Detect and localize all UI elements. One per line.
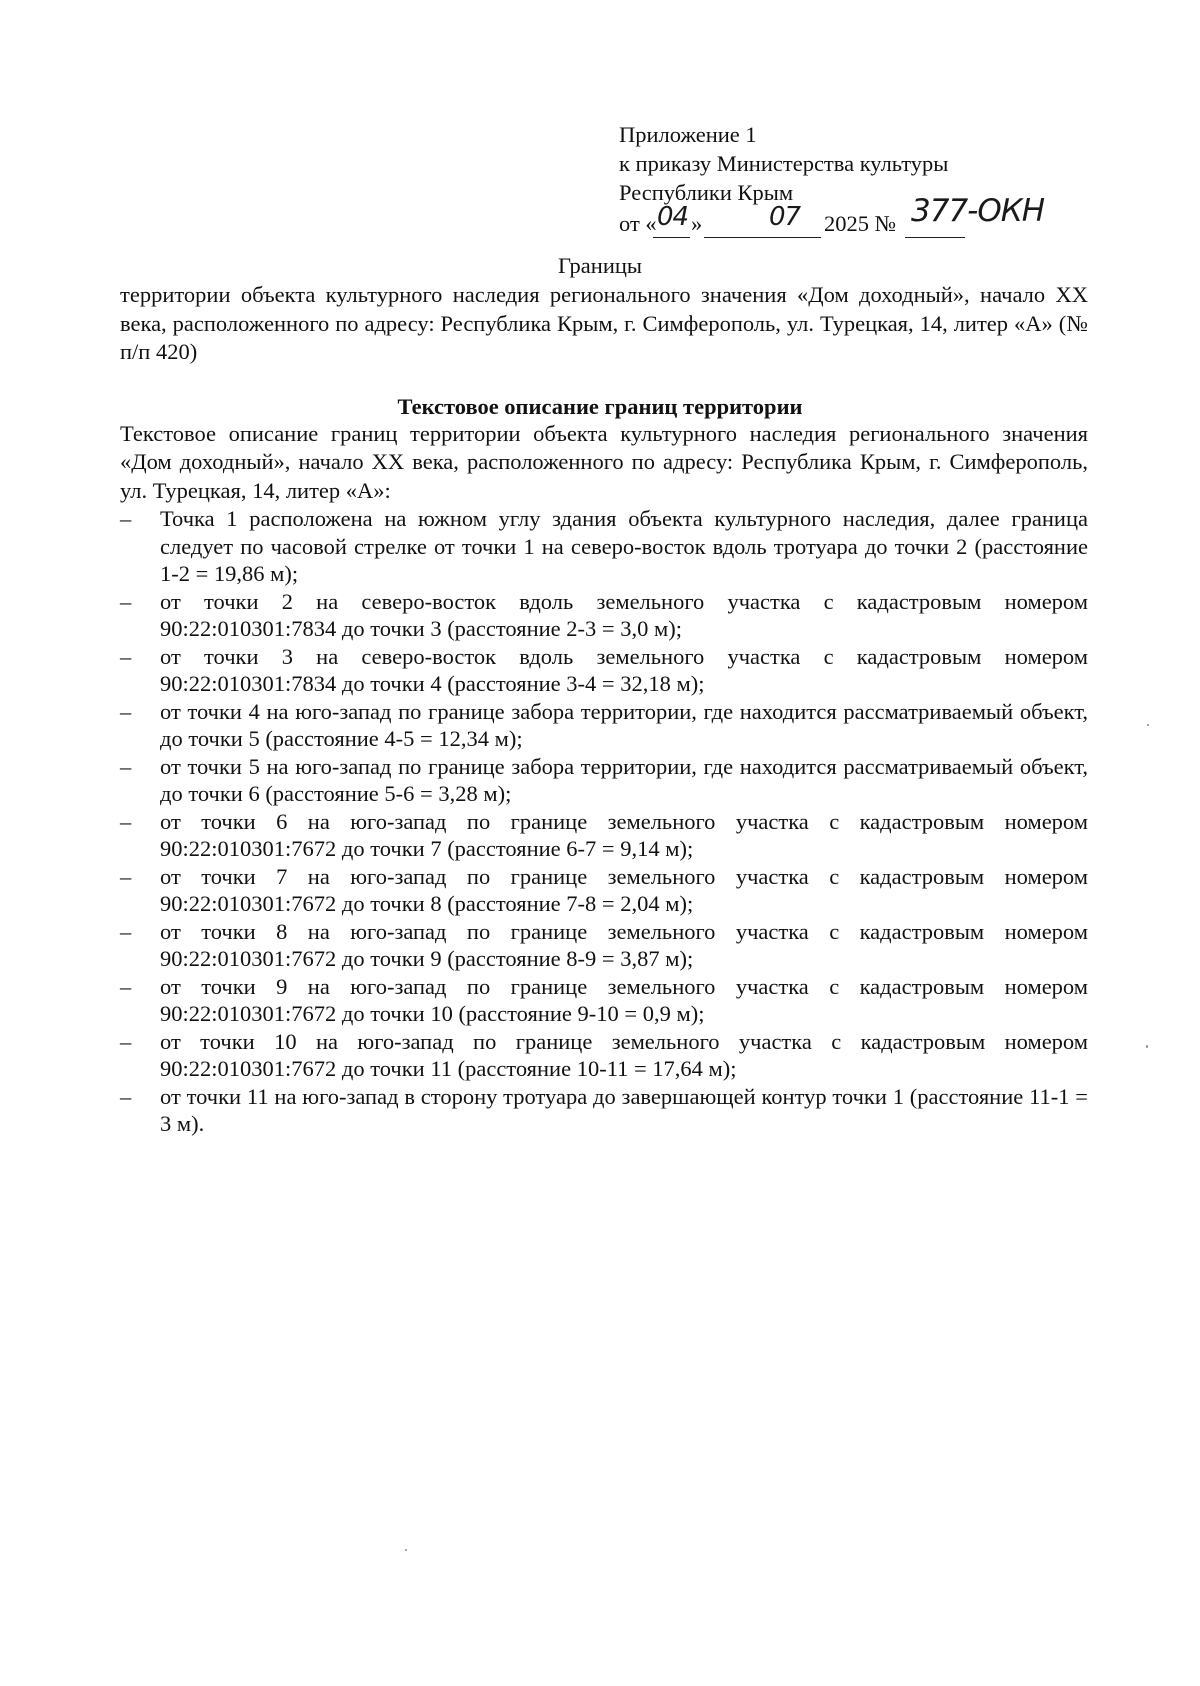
- bullet-dash: –: [120, 698, 132, 724]
- list-item: [120, 808, 1088, 863]
- point-text: от точки 11 на юго-запад в сторону тротуара до завершающей контур точки 1 (расстояние 11-1 = 3 м).: [160, 1083, 1088, 1136]
- list-item: [120, 918, 1088, 973]
- point-text: от точки 5 на юго-запад по границе забора территории, где находится рассматриваемый объект, до точки 6 (расстояние 5-6 = 3,28 м);: [160, 753, 1088, 806]
- point-text: от точки 2 на северо-восток вдоль земельного участка с кадастровым номером 90:22:010301:7834 до точки 3 (расстояние 2-3 = 3,0 м);: [160, 588, 1088, 641]
- point-text: от точки 7 на юго-запад по границе земельного участка с кадастровым номером 90:22:010301:7672 до точки 8 (расстояние 7-8 = 2,04 м);: [160, 863, 1088, 916]
- point-text: от точки 8 на юго-запад по границе земельного участка с кадастровым номером 90:22:010301:7672 до точки 9 (расстояние 8-9 = 3,87 м);: [160, 918, 1088, 971]
- day-underline: [653, 237, 690, 238]
- year-and-number-label: 2025 №: [824, 211, 897, 236]
- month-underline: [704, 237, 821, 238]
- list-item: [120, 643, 1088, 698]
- bullet-dash: –: [120, 1028, 132, 1054]
- list-item: [120, 698, 1088, 753]
- bullet-dash: –: [120, 863, 132, 889]
- annex-title: Приложение 1: [619, 122, 757, 147]
- point-text: от точки 10 на юго-запад по границе земельного участка с кадастровым номером 90:22:010301:7672 до точки 11 (расстояние 10-11 = 17,64 м);: [160, 1028, 1088, 1081]
- point-text: от точки 9 на юго-запад по границе земельного участка с кадастровым номером 90:22:010301:7672 до точки 10 (расстояние 9-10 = 0,9 м);: [160, 973, 1088, 1026]
- bullet-dash: –: [120, 588, 132, 614]
- point-text: от точки 3 на северо-восток вдоль земельного участка с кадастровым номером 90:22:010301:7834 до точки 4 (расстояние 3-4 = 32,18 м);: [160, 643, 1088, 696]
- bullet-dash: –: [120, 918, 132, 944]
- bullet-dash: –: [120, 753, 132, 779]
- handwritten-order-number: 377-ОКН: [911, 193, 1045, 229]
- date-day-close: »: [691, 211, 703, 236]
- point-text: от точки 6 на юго-запад по границе земельного участка с кадастровым номером 90:22:010301:7672 до точки 7 (расстояние 6-7 = 9,14 м);: [160, 808, 1088, 861]
- list-item: [120, 753, 1088, 808]
- handwritten-month: 07: [769, 202, 801, 232]
- list-item: [120, 588, 1088, 643]
- point-text: от точки 4 на юго-запад по границе забора территории, где находится рассматриваемый объект, до точки 5 (расстояние 4-5 = 12,34 м);: [160, 698, 1088, 751]
- list-item: [120, 1028, 1088, 1083]
- handwritten-day: 04: [657, 202, 689, 232]
- list-item: [120, 1083, 1088, 1138]
- number-underline: [905, 237, 965, 238]
- list-item: [120, 863, 1088, 918]
- bullet-dash: –: [120, 1083, 132, 1109]
- document-title: Границы: [557, 253, 643, 278]
- order-date-line: [619, 193, 1099, 241]
- scan-speck: [1146, 1045, 1148, 1048]
- boundary-points-list: [120, 505, 1088, 1138]
- date-prefix: от «: [619, 211, 657, 236]
- list-item: [120, 973, 1088, 1028]
- bullet-dash: –: [120, 973, 132, 999]
- intro-paragraph: Текстовое описание границ территории объекта культурного наследия регионального значения «Дом доходный», начало XX века, расположенного по адресу: Республика Крым, г. Симферополь, ул. Турецкая, 14, литер «А»:: [120, 421, 1088, 503]
- bullet-dash: –: [120, 808, 132, 834]
- annex-order-reference: к приказу Министерства культуры: [619, 151, 949, 176]
- bullet-dash: –: [120, 506, 132, 531]
- document-subject: территории объекта культурного наследия регионального значения «Дом доходный», начало XX века, расположенного по адресу: Республика Крым, г. Симферополь, ул. Турецкая, 14, литер «А» (№ п/п 420): [120, 282, 1088, 364]
- section-title: Текстовое описание границ территории: [397, 394, 803, 419]
- point-text: Точка 1 расположена на южном углу здания объекта культурного наследия, далее граница следует по часовой стрелке от точки 1 на северо-восток вдоль тротуара до точки 2 (расстояние 1-2 = 19,86 м);: [160, 506, 1088, 586]
- annex-header: [619, 120, 1099, 241]
- bullet-dash: –: [120, 643, 132, 669]
- scan-speck: [405, 1549, 407, 1551]
- list-item: [120, 505, 1088, 588]
- annex-ministry-region: Республики Крым: [619, 180, 794, 205]
- scan-speck: [1147, 724, 1149, 726]
